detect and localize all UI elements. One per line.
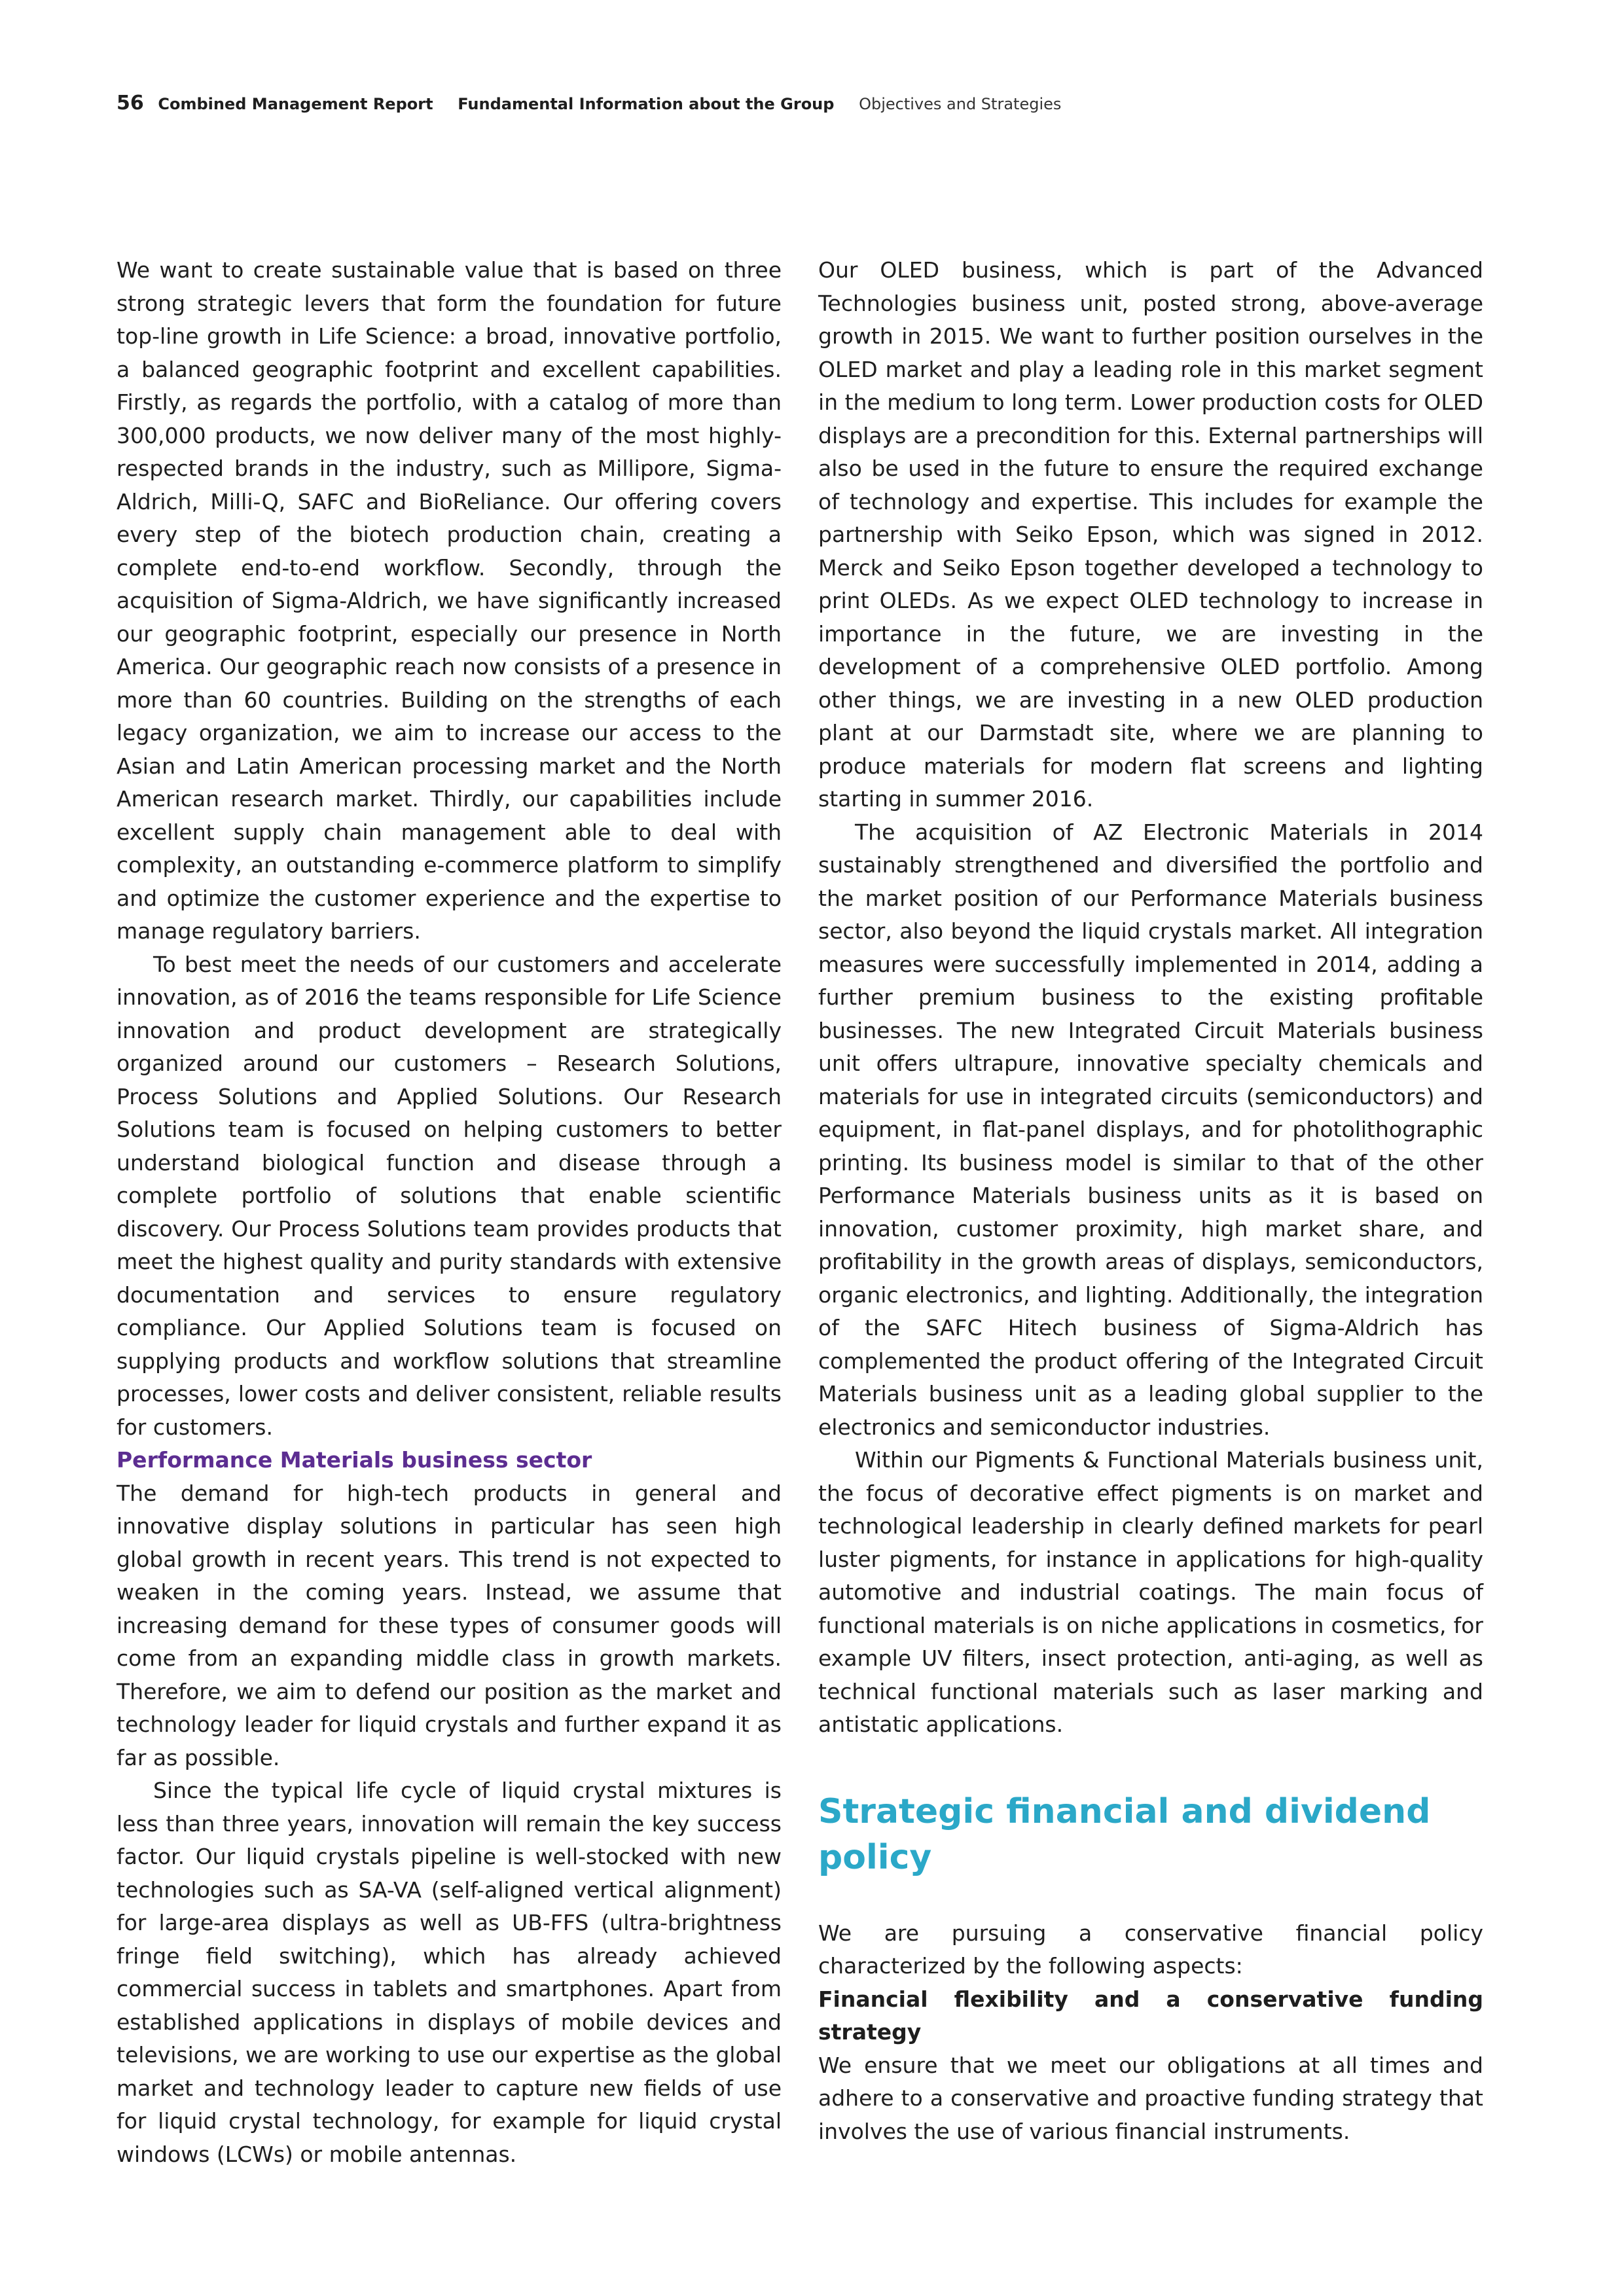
paragraph: The demand for high-tech products in general and innovative display solutions in particular has seen high global growth in recent years. This trend is not expected to weaken in the coming years. Instead, we assume that increasing demand for these types of consumer goods will come from an expanding middle class in growth markets. Therefore, we aim to defend our position as the market and technology leader for liquid crystals and further expand it as far as possible.: [117, 1480, 782, 1770]
right-column: [818, 254, 1483, 2148]
subheading-financial-flexibility: Financial flexibility and a conservative funding strategy: [818, 1986, 1483, 2045]
report-title: Combined Management Report: [158, 95, 433, 113]
paragraph: Our OLED business, which is part of the Advanced Technologies business unit, posted strong, above-average growth in 2015. We want to further position ourselves in the OLED market and play a leading role in this market segment in the medium to long term. Lower production costs for OLED displays are a precondition for this. External partnerships will also be used in the future to ensure the required exchange of technology and expertise. This includes for example the partnership with Seiko Epson, which was signed in 2012. Merck and Seiko Epson together developed a technology to print OLEDs. As we expect OLED technology to increase in importance in the future, we are investing in the development of a comprehensive OLED portfolio. Among other things, we are investing in a new OLED production plant at our Darmstadt site, where we are planning to produce materials for modern flat screens and lighting starting in summer 2016.: [818, 257, 1483, 812]
paragraph: Since the typical life cycle of liquid crystal mixtures is less than three years, innovation will remain the key success factor. Our liquid crystals pipeline is well-stocked with new technologies such as SA-VA (self-aligned vertical alignment) for large-area displays as well as UB-FFS (ultra-brightness fringe field switching), which has already achieved commercial success in tablets and smartphones. Apart from established applications in displays of mobile devices and televisions, we are working to use our expertise as the global market and technology leader to capture new fields of use for liquid crystal technology, for example for liquid crystal windows (LCWs) or mobile antennas.: [117, 1778, 782, 2167]
paragraph: The acquisition of AZ Electronic Materials in 2014 sustainably strengthened and diversified the portfolio and the market position of our Performance Materials business sector, also beyond the liquid crystals market. All integration measures were successfully implemented in 2014, adding a further premium business to the existing profitable businesses. The new Integrated Circuit Materials business unit offers ultrapure, innovative specialty chemicals and materials for use in integrated circuits (semiconductors) and equipment, in flat-panel displays, and for photolithographic printing. Its business model is similar to that of the other Performance Materials business units as it is based on innovation, customer proximity, high market share, and profitability in the growth areas of displays, semiconductors, organic electronics, and lighting. Additionally, the integration of the SAFC Hitech business of Sigma-Aldrich has complemented the product offering of the Integrated Circuit Materials business unit as a leading global supplier to the electronics and semiconductor industries.: [818, 819, 1483, 1440]
page-header: [117, 92, 1061, 115]
subsection-title: Objectives and Strategies: [859, 95, 1062, 113]
paragraph: We ensure that we meet our obligations at all times and adhere to a conservative and proactive funding strategy that involves the use of various financial instruments.: [818, 2052, 1483, 2144]
paragraph: To best meet the needs of our customers and accelerate innovation, as of 2016 the teams responsible for Life Science innovation and product development are strategically organized around our customers – Research Solutions, Process Solutions and Applied Solutions. Our Research Solutions team is focused on helping customers to better understand biological function and disease through a complete portfolio of solutions that enable scientific discovery. Our Process Solutions team provides products that meet the highest quality and purity standards with extensive documentation and services to ensure regulatory compliance. Our Applied Solutions team is focused on supplying products and workflow solutions that streamline processes, lower costs and deliver consistent, reliable results for customers.: [117, 951, 782, 1440]
page-number: 56: [117, 92, 144, 115]
subheading-performance-materials: Performance Materials business sector: [117, 1447, 592, 1473]
paragraph: We are pursuing a conservative financial policy characterized by the following aspects:: [818, 1920, 1483, 1979]
section-heading-financial-policy: Strategic financial and dividend policy: [818, 1791, 1431, 1877]
paragraph: Within our Pigments & Functional Materials business unit, the focus of decorative effect pigments is on market and technological leadership in clearly defined markets for pearl luster pigments, for instance in applications for high-quality automotive and industrial coatings. The main focus of functional materials is on niche applications in cosmetics, for example UV filters, insect protection, anti-aging, as well as technical functional materials such as laser marking and antistatic applications.: [818, 1447, 1483, 1737]
left-column: [117, 254, 782, 2171]
section-title-header: Fundamental Information about the Group: [458, 95, 835, 113]
paragraph: We want to create sustainable value that is based on three strong strategic levers that form the foundation for future top-line growth in Life Science: a broad, innovative portfolio, a balanced geographic footprint and excellent capabilities. Firstly, as regards the portfolio, with a catalog of more than 300,000 products, we now deliver many of the most highly-respected brands in the industry, such as Millipore, Sigma-Aldrich, Milli-Q, SAFC and BioReliance. Our offering covers every step of the biotech production chain, creating a complete end-to-end workflow. Secondly, through the acquisition of Sigma-Aldrich, we have significantly increased our geographic footprint, especially our presence in North America. Our geographic reach now consists of a presence in more than 60 countries. Building on the strengths of each legacy organization, we aim to increase our access to the Asian and Latin American processing market and the North American research market. Thirdly, our capabilities include excellent supply chain management able to deal with complexity, an outstanding e-commerce platform to simplify and optimize the customer experience and the expertise to manage regulatory barriers.: [117, 257, 782, 944]
